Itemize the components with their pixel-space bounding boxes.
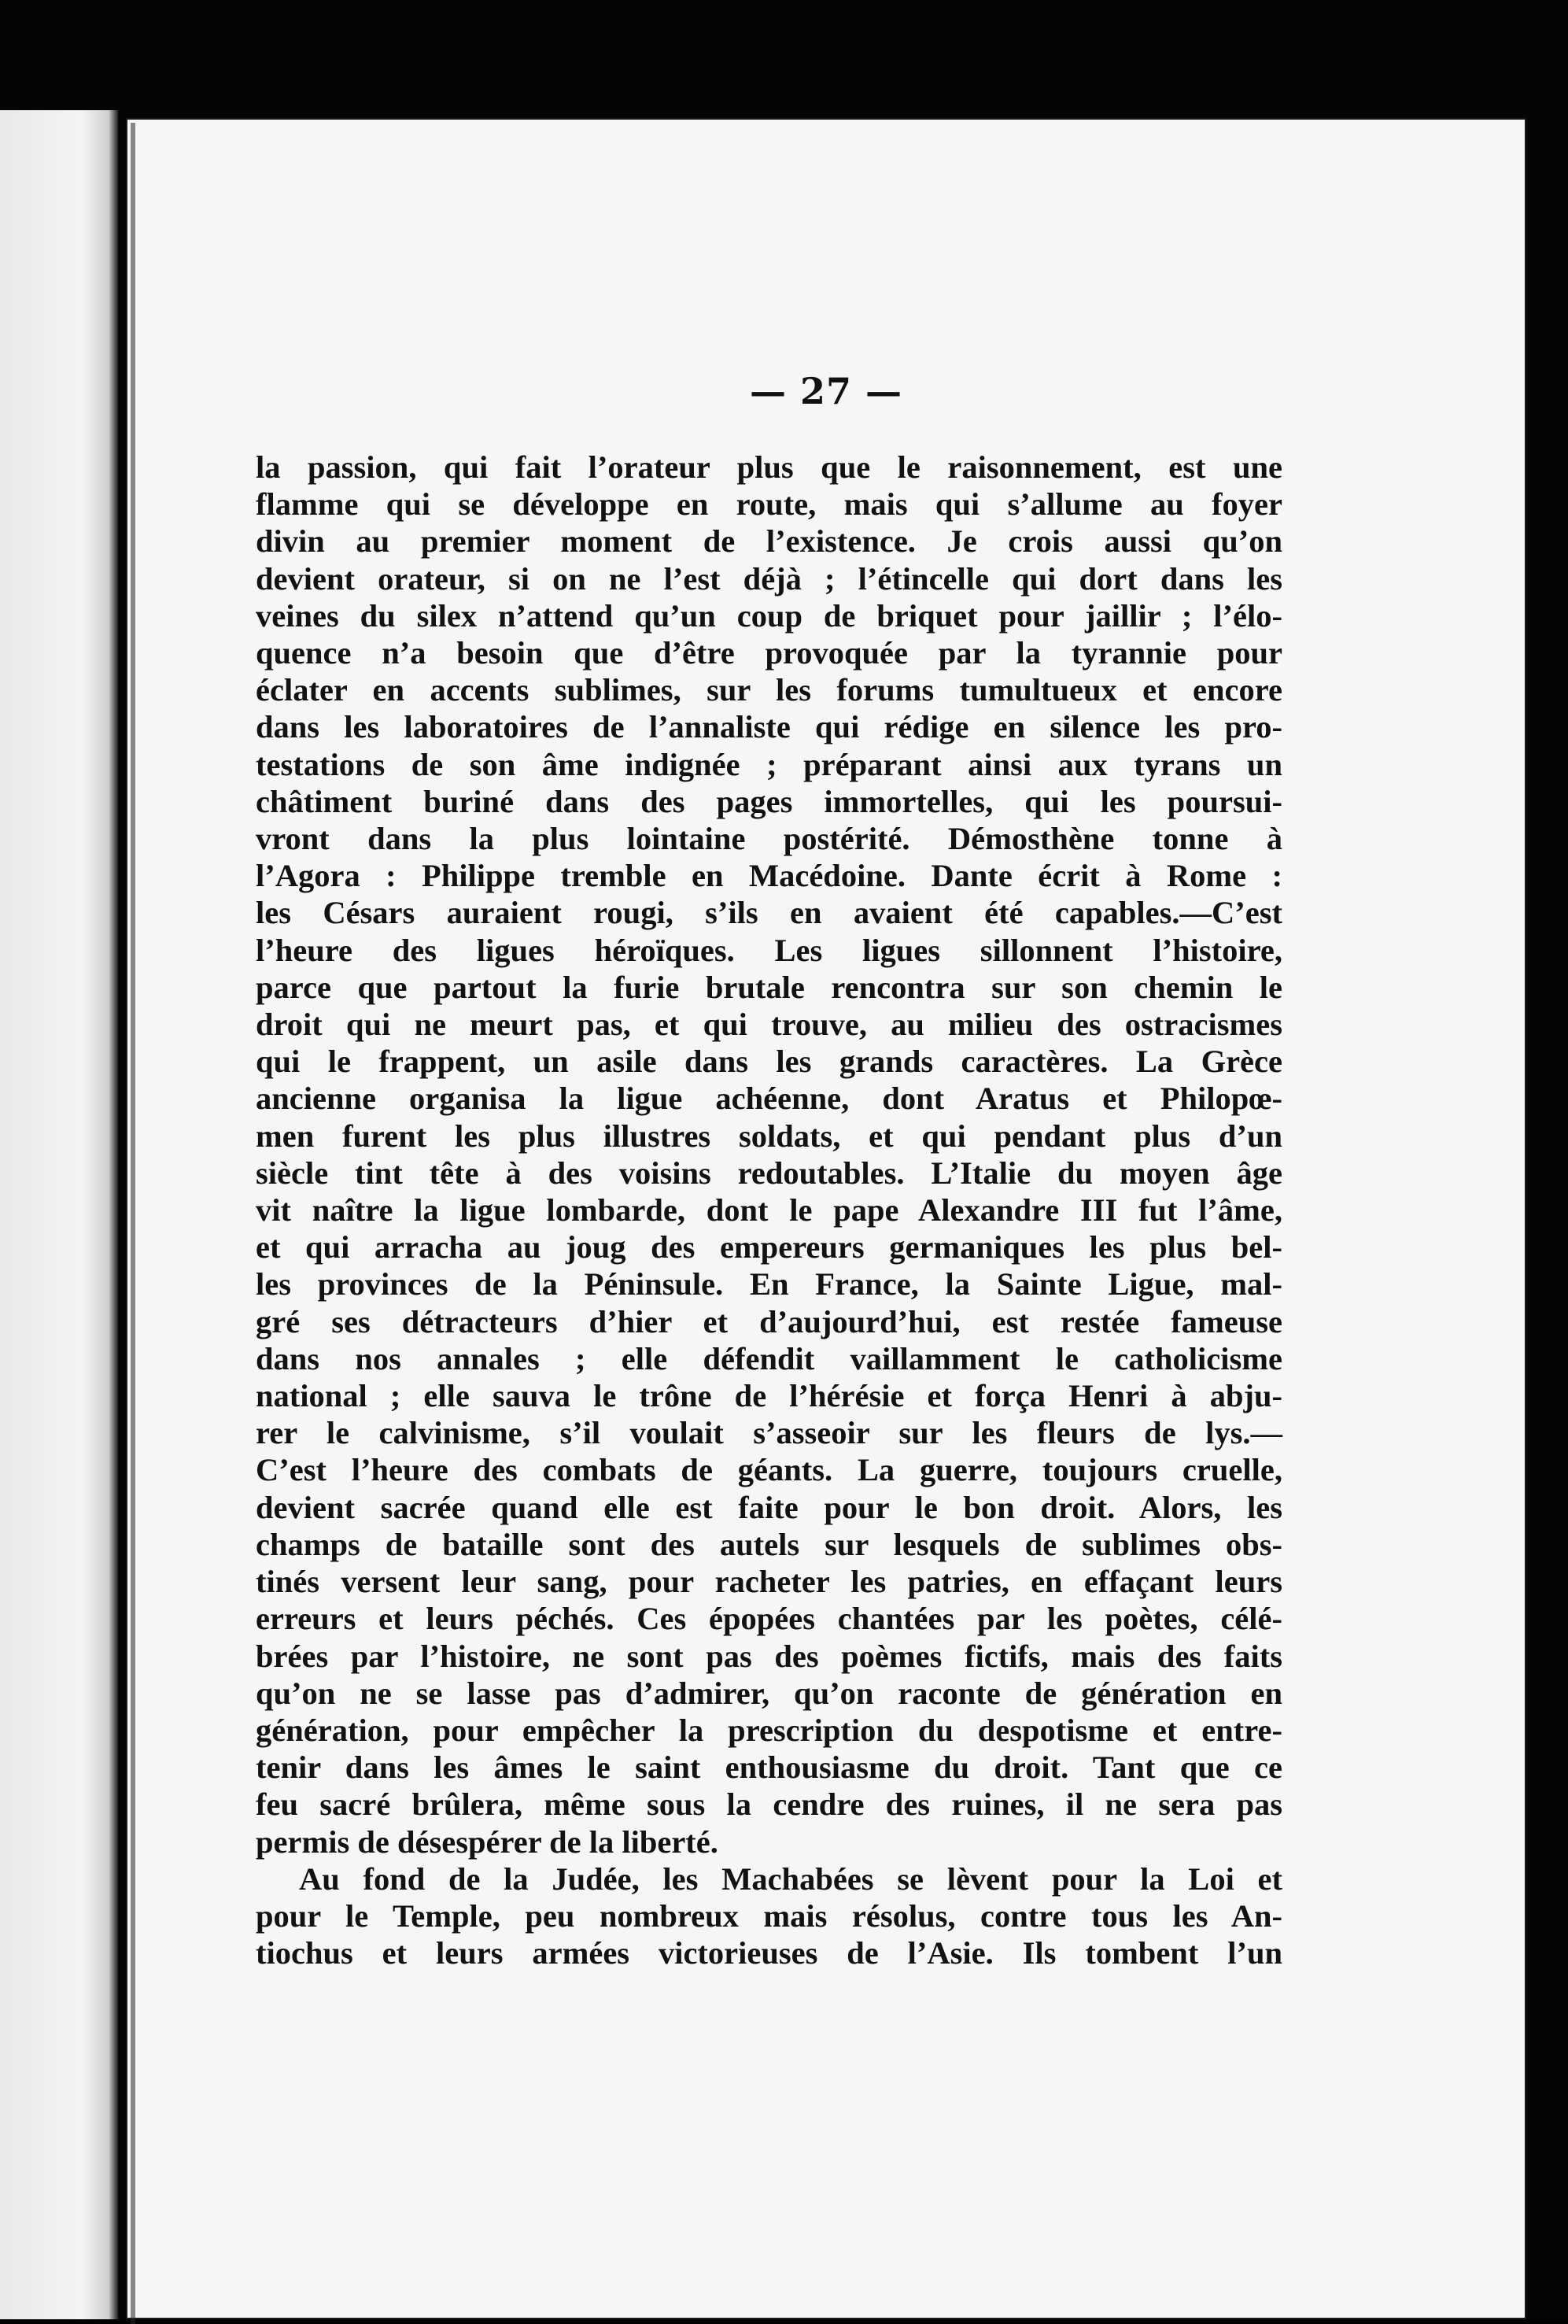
text-line: men furent les plus illustres soldats, et qui pendant plus d’un — [256, 1118, 1282, 1154]
text-line: la passion, qui fait l’orateur plus que le raisonnement, est une — [256, 449, 1282, 485]
text-line: national ; elle sauva le trône de l’hérésie et força Henri à abju- — [256, 1378, 1282, 1414]
text-line: permis de désespérer de la liberté. — [256, 1823, 718, 1860]
text-line: testations de son âme indignée ; préparant ainsi aux tyrans un — [256, 746, 1282, 782]
text-line: pour le Temple, peu nombreux mais résolus, contre tous les An- — [256, 1897, 1282, 1934]
text-line: éclater en accents sublimes, sur les forums tumultueux et encore — [256, 672, 1282, 708]
text-line: vit naître la ligue lombarde, dont le pape Alexandre III fut l’âme, — [256, 1192, 1282, 1229]
text-line: parce que partout la furie brutale rencontra sur son chemin le — [256, 969, 1282, 1005]
text-line: divin au premier moment de l’existence. Je crois aussi qu’on — [256, 523, 1282, 560]
text-line: flamme qui se développe en route, mais qui s’allume au foyer — [256, 486, 1282, 523]
text-line: siècle tint tête à des voisins redoutables. L’Italie du moyen âge — [256, 1155, 1282, 1191]
text-line: devient orateur, si on ne l’est déjà ; l’étincelle qui dort dans les — [256, 560, 1282, 597]
text-line: devient sacrée quand elle est faite pour le bon droit. Alors, les — [256, 1489, 1282, 1525]
text-line: gré ses détracteurs d’hier et d’aujourd’hui, est restée fameuse — [256, 1303, 1282, 1339]
text-line: rer le calvinisme, s’il voulait s’asseoir sur les fleurs de lys.— — [256, 1415, 1282, 1451]
text-line: dans nos annales ; elle défendit vaillamment le catholicisme — [256, 1340, 1282, 1376]
text-line: ancienne organisa la ligue achéenne, dont Aratus et Philopœ- — [256, 1081, 1282, 1117]
text-line: châtiment buriné dans des pages immortelles, qui les poursui- — [256, 783, 1282, 819]
text-line: quence n’a besoin que d’être provoquée par la tyrannie pour — [256, 635, 1282, 671]
text-line: dans les laboratoires de l’annaliste qui rédige en silence les pro- — [256, 709, 1282, 745]
text-line: tinés versent leur sang, pour racheter les patries, en effaçant leurs — [256, 1564, 1282, 1600]
text-line: qui le frappent, un asile dans les grands caractères. La Grèce — [256, 1044, 1282, 1080]
text-line: erreurs et leurs péchés. Ces épopées chantées par les poètes, célé- — [256, 1601, 1282, 1637]
text-line: C’est l’heure des combats de géants. La guerre, toujours cruelle, — [256, 1452, 1282, 1488]
text-line: feu sacré brûlera, même sous la cendre des ruines, il ne sera pas — [256, 1786, 1282, 1823]
text-line: vront dans la plus lointaine postérité. Démosthène tonne à — [256, 821, 1282, 857]
text-line: les provinces de la Péninsule. En France, la Sainte Ligue, mal- — [256, 1266, 1282, 1302]
text-line: qu’on ne se lasse pas d’admirer, qu’on raconte de génération en — [256, 1675, 1282, 1711]
facing-page-edge — [0, 110, 118, 2319]
text-line: Au fond de la Judée, les Machabées se lèvent pour la Loi et — [299, 1860, 1282, 1897]
book-page — [126, 118, 1526, 2319]
text-line: les Césars auraient rougi, s’ils en avaient été capables.—C’est — [256, 895, 1282, 931]
text-line: l’Agora : Philippe tremble en Macédoine. Dante écrit à Rome : — [256, 858, 1282, 894]
page-number: — 27 — — [749, 370, 903, 412]
text-line: tenir dans les âmes le saint enthousiasme du droit. Tant que ce — [256, 1749, 1282, 1786]
text-line: génération, pour empêcher la prescription du despotisme et entre- — [256, 1712, 1282, 1748]
page-body-text — [256, 449, 1282, 1971]
text-line: veines du silex n’attend qu’un coup de briquet pour jaillir ; l’élo- — [256, 597, 1282, 634]
text-line: droit qui ne meurt pas, et qui trouve, au milieu des ostracismes — [256, 1007, 1282, 1043]
text-line: l’heure des ligues héroïques. Les ligues sillonnent l’histoire, — [256, 932, 1282, 968]
text-line: et qui arracha au joug des empereurs germaniques les plus bel- — [256, 1229, 1282, 1265]
text-line: tiochus et leurs armées victorieuses de l’Asie. Ils tombent l’un — [256, 1935, 1282, 1971]
text-line: brées par l’histoire, ne sont pas des poèmes fictifs, mais des faits — [256, 1638, 1282, 1674]
text-line: champs de bataille sont des autels sur lesquels de sublimes obs- — [256, 1526, 1282, 1562]
